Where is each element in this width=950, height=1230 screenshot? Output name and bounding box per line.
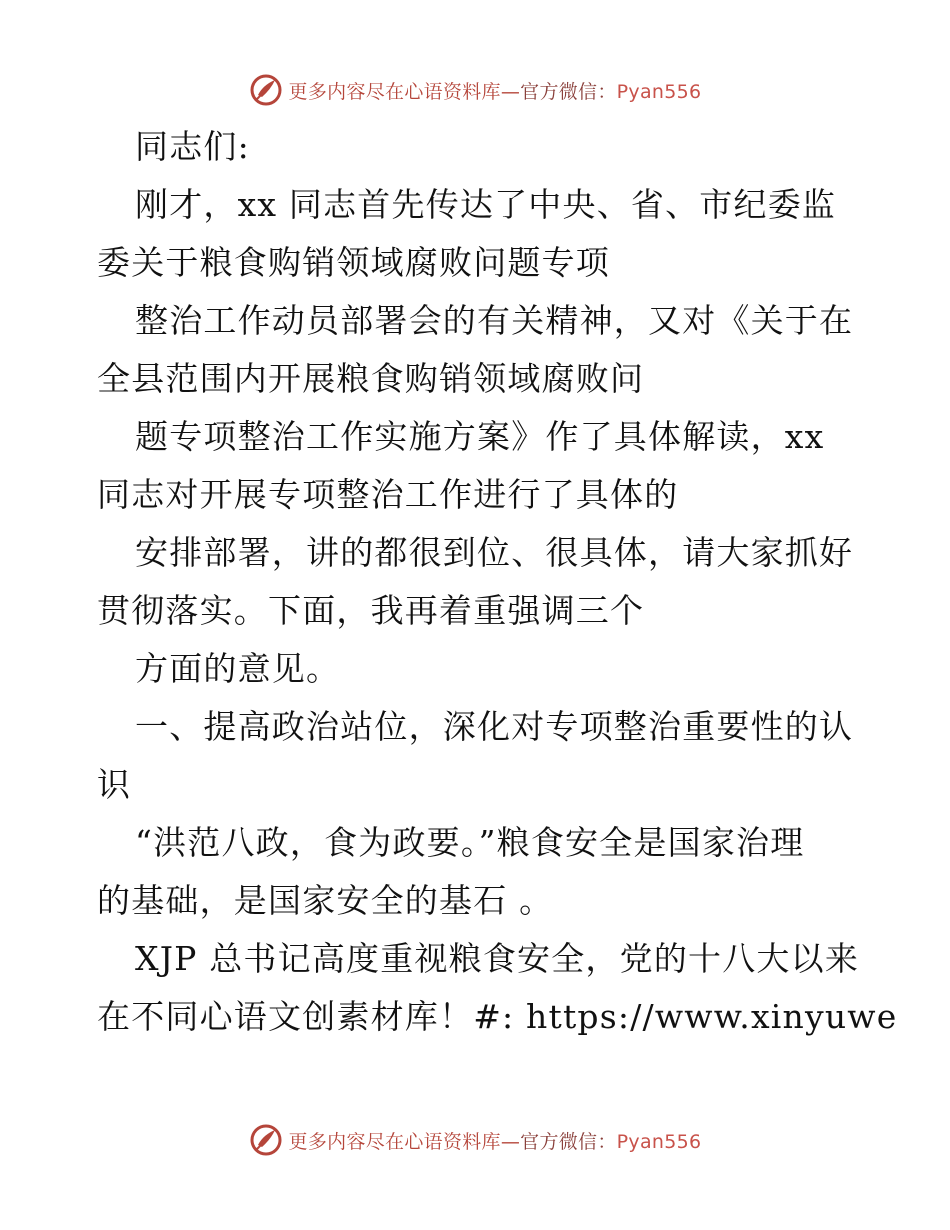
paragraph-line: 刚才，xx 同志首先传达了中央、省、市纪委监 bbox=[135, 185, 837, 224]
quote-line: “洪范八政，食为政要。”粮食安全是国家治理 bbox=[135, 823, 805, 862]
watermark-text: 更多内容尽在心语资料库—官方微信：Pyan556 bbox=[288, 1130, 702, 1153]
paragraph-line: 方面的意见。 bbox=[135, 649, 341, 688]
paragraph-line: 委关于粮食购销领域腐败问题专项 bbox=[97, 243, 610, 282]
section-heading: 一、提高政治站位，深化对专项整治重要性的认 bbox=[135, 707, 854, 746]
paragraph-line: 安排部署，讲的都很到位、很具体，请大家抓好 bbox=[135, 533, 854, 572]
footer-watermark bbox=[0, 1120, 950, 1160]
header-watermark bbox=[0, 70, 950, 110]
paragraph-line: 的基础，是国家安全的基石 。 bbox=[97, 881, 554, 920]
paragraph-line: 贯彻落实。下面，我再着重强调三个 bbox=[97, 591, 645, 630]
section-heading-continuation: 识 bbox=[97, 765, 132, 804]
paragraph-line: 在不同心语文创素材库！#: https://www.xinyuwe bbox=[97, 997, 898, 1036]
quill-logo-icon bbox=[249, 73, 283, 107]
quill-logo-icon bbox=[249, 1123, 283, 1157]
paragraph-line: 同志对开展专项整治工作进行了具体的 bbox=[97, 475, 679, 514]
salutation: 同志们: bbox=[135, 127, 250, 166]
document-body bbox=[97, 118, 898, 1046]
watermark-text: 更多内容尽在心语资料库—官方微信：Pyan556 bbox=[288, 80, 702, 103]
paragraph-line: 整治工作动员部署会的有关精神，又对《关于在 bbox=[135, 301, 854, 340]
paragraph-line: 全县范围内开展粮食购销领域腐败问 bbox=[97, 359, 645, 398]
paragraph-line: XJP 总书记高度重视粮食安全，党的十八大以来 bbox=[135, 939, 860, 978]
paragraph-line: 题专项整治工作实施方案》作了具体解读，xx bbox=[135, 417, 825, 456]
